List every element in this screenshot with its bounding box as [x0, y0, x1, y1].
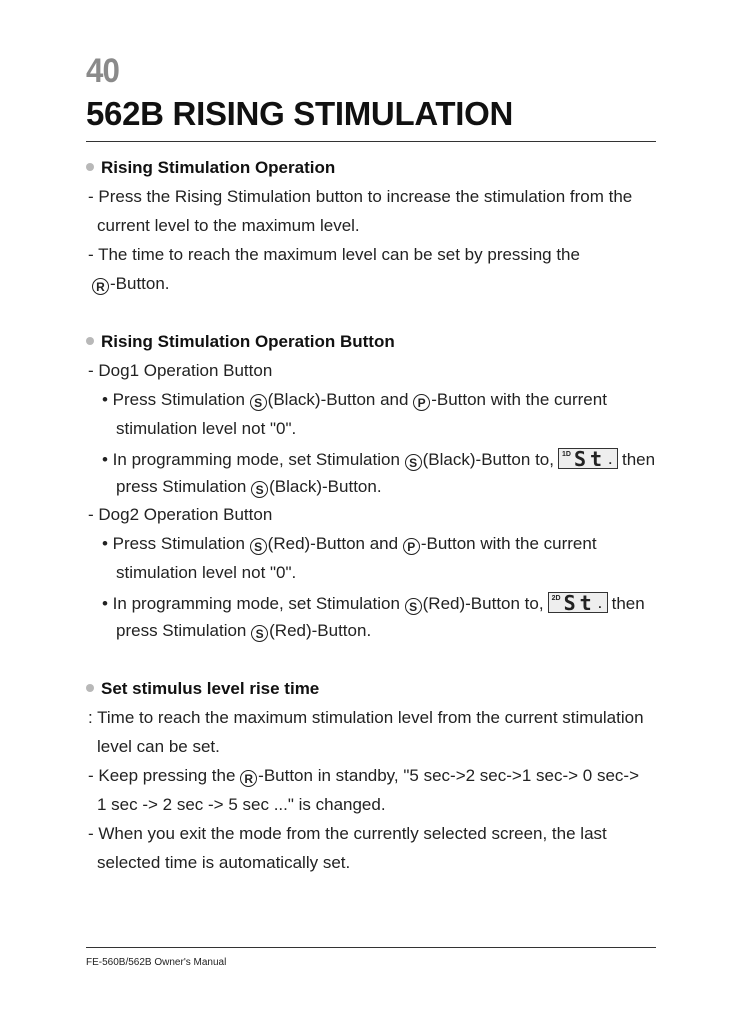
- r-button-icon: R: [240, 770, 257, 787]
- p-button-icon: P: [413, 394, 430, 411]
- dog2-bullet-2: • In programming mode, set Stimulation S (Red)-Button to, 2D St . then: [102, 591, 645, 615]
- dog1-label: - Dog1 Operation Button: [88, 361, 273, 380]
- section3-line-4: 1 sec -> 2 sec -> 5 sec ..." is changed.: [97, 795, 386, 814]
- section1-line-1: - Press the Rising Stimulation button to increase the stimulation from the: [88, 187, 633, 206]
- dog1-bullet-1: • Press Stimulation S (Black)-Button and P -Button with the current: [102, 390, 607, 410]
- lcd-display-dog1: 1D St .: [558, 448, 618, 469]
- dog2-bullet-1-cont: stimulation level not "0".: [116, 563, 297, 582]
- footer-divider: [86, 947, 656, 948]
- section-heading-rising-operation: Rising Stimulation Operation: [86, 158, 335, 178]
- bullet-icon: [86, 163, 94, 171]
- s-button-icon: S: [405, 598, 422, 615]
- bullet-icon: [86, 337, 94, 345]
- s-button-icon: S: [251, 625, 268, 642]
- section-heading-rise-time: Set stimulus level rise time: [86, 679, 319, 699]
- s-button-icon: S: [250, 394, 267, 411]
- title-divider: [86, 141, 656, 142]
- bullet-icon: [86, 684, 94, 692]
- footer-text: FE-560B/562B Owner's Manual: [86, 957, 227, 968]
- s-button-icon: S: [250, 538, 267, 555]
- section3-line-3: - Keep pressing the R -Button in standby, "5 sec->2 sec->1 sec-> 0 sec->: [88, 766, 640, 786]
- section3-line-6: selected time is automatically set.: [97, 853, 351, 872]
- section3-line-5: - When you exit the mode from the currently selected screen, the last: [88, 824, 607, 843]
- dog2-bullet-2-cont: press Stimulation S (Red)-Button.: [116, 621, 372, 641]
- s-button-icon: S: [405, 454, 422, 471]
- dog1-bullet-1-cont: stimulation level not "0".: [116, 419, 297, 438]
- p-button-icon: P: [403, 538, 420, 555]
- section1-line-2: current level to the maximum level.: [97, 216, 360, 235]
- dog1-bullet-2: • In programming mode, set Stimulation S (Black)-Button to, 1D St . then: [102, 447, 656, 471]
- dog2-label: - Dog2 Operation Button: [88, 505, 273, 524]
- dog1-bullet-2-cont: press Stimulation S (Black)-Button.: [116, 477, 382, 497]
- lcd-display-dog2: 2D St .: [548, 592, 608, 613]
- section-heading-operation-button: Rising Stimulation Operation Button: [86, 332, 395, 352]
- s-button-icon: S: [251, 481, 268, 498]
- r-button-icon: R: [92, 278, 109, 295]
- dog2-bullet-1: • Press Stimulation S (Red)-Button and P -Button with the current: [102, 534, 597, 554]
- page-title: 562B RISING STIMULATION: [86, 95, 514, 132]
- page-number: 40: [86, 52, 119, 90]
- section1-line-3: - The time to reach the maximum level can be set by pressing the: [88, 245, 580, 264]
- section1-line-4: R -Button.: [92, 274, 170, 295]
- section3-line-1: : Time to reach the maximum stimulation level from the current stimulation: [88, 708, 644, 727]
- section3-line-2: level can be set.: [97, 737, 220, 756]
